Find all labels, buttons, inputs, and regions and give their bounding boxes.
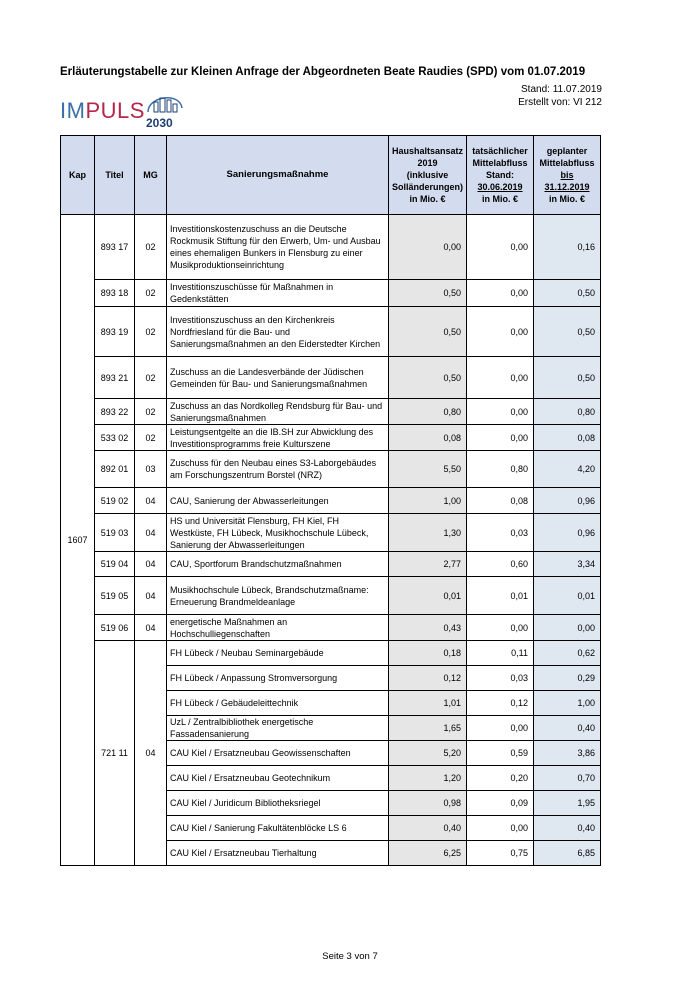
- col-header-massnahme: Sanierungsmaßnahme: [167, 136, 389, 215]
- massnahme-cell: Investitionszuschüsse für Maßnahmen in Gedenkstätten: [167, 280, 389, 307]
- massnahme-cell: FH Lübeck / Neubau Seminargebäude: [167, 641, 389, 666]
- table-row: [61, 641, 601, 666]
- massnahme-cell: CAU Kiel / Ersatzneubau Geowissenschaften: [167, 741, 389, 766]
- table-row: [61, 451, 601, 488]
- massnahme-cell: Zuschuss für den Neubau eines S3-Laborgebäudes am Forschungszentrum Borstel (NRZ): [167, 451, 389, 488]
- soll-cell: 2,77: [389, 552, 467, 577]
- soll-cell: 5,20: [389, 741, 467, 766]
- mg-cell: 03: [135, 451, 167, 488]
- plan-cell: 0,40: [534, 716, 601, 741]
- table-row: [61, 615, 601, 641]
- stand-date: Stand: 11.07.2019: [521, 84, 602, 95]
- ist-cell: 0,00: [467, 280, 534, 307]
- titel-cell: 519 02: [95, 488, 135, 514]
- titel-cell: 893 18: [95, 280, 135, 307]
- ist-cell: 0,00: [467, 816, 534, 841]
- massnahme-cell: FH Lübeck / Gebäudeleittechnik: [167, 691, 389, 716]
- titel-cell: 893 21: [95, 357, 135, 399]
- soll-cell: 0,18: [389, 641, 467, 666]
- kap-cell: 1607: [61, 215, 95, 866]
- soll-cell: 0,01: [389, 577, 467, 615]
- massnahme-cell: CAU, Sanierung der Abwasserleitungen: [167, 488, 389, 514]
- soll-cell: 1,01: [389, 691, 467, 716]
- ist-cell: 0,00: [467, 357, 534, 399]
- titel-cell: 533 02: [95, 425, 135, 451]
- plan-cell: 0,96: [534, 488, 601, 514]
- col-header-soll: Haushaltsansatz 2019 (inklusive Solländerungen) in Mio. €: [389, 136, 467, 215]
- mg-cell: 02: [135, 280, 167, 307]
- mg-cell: 04: [135, 641, 167, 866]
- table-row: [61, 577, 601, 615]
- page-number: Seite 3 von 7: [322, 951, 378, 962]
- plan-cell: 0,01: [534, 577, 601, 615]
- mg-cell: 02: [135, 357, 167, 399]
- soll-cell: 0,12: [389, 666, 467, 691]
- table-row: [61, 488, 601, 514]
- soll-cell: 0,08: [389, 425, 467, 451]
- soll-cell: 0,50: [389, 280, 467, 307]
- massnahme-cell: Leistungsentgelte an die IB.SH zur Abwicklung des Investitionsprogramms freie Kulturszene: [167, 425, 389, 451]
- soll-cell: 5,50: [389, 451, 467, 488]
- titel-cell: 893 22: [95, 399, 135, 425]
- titel-cell: 519 03: [95, 514, 135, 552]
- document-title: Erläuterungstabelle zur Kleinen Anfrage der Abgeordneten Beate Raudies (SPD) vom 01.07.2019: [60, 66, 586, 78]
- mg-cell: 02: [135, 425, 167, 451]
- massnahme-cell: FH Lübeck / Anpassung Stromversorgung: [167, 666, 389, 691]
- massnahme-cell: Investitionszuschuss an den Kirchenkreis Nordfriesland für die Bau- und Sanierungsmaßnahmen an den Eiderstedter Kirchen: [167, 307, 389, 357]
- ist-cell: 0,09: [467, 791, 534, 816]
- ist-cell: 0,00: [467, 307, 534, 357]
- massnahme-cell: Zuschuss an das Nordkolleg Rendsburg für Bau- und Sanierungsmaßnahmen: [167, 399, 389, 425]
- logo-wordmark: IMPULS: [60, 98, 145, 123]
- ist-cell: 0,60: [467, 552, 534, 577]
- soll-cell: 1,00: [389, 488, 467, 514]
- massnahme-cell: Zuschuss an die Landesverbände der Jüdischen Gemeinden für Bau- und Sanierungsmaßnahmen: [167, 357, 389, 399]
- plan-cell: 4,20: [534, 451, 601, 488]
- titel-cell: 893 17: [95, 215, 135, 280]
- soll-cell: 0,43: [389, 615, 467, 641]
- plan-cell: 0,62: [534, 641, 601, 666]
- mg-cell: 04: [135, 615, 167, 641]
- massnahme-cell: CAU Kiel / Juridicum Bibliotheksriegel: [167, 791, 389, 816]
- plan-cell: 3,86: [534, 741, 601, 766]
- plan-cell: 0,50: [534, 280, 601, 307]
- massnahme-cell: CAU Kiel / Ersatzneubau Geotechnikum: [167, 766, 389, 791]
- table-row: [61, 357, 601, 399]
- table-row: [61, 552, 601, 577]
- soll-cell: 0,00: [389, 215, 467, 280]
- col-header-mg: MG: [135, 136, 167, 215]
- massnahme-cell: HS und Universität Flensburg, FH Kiel, FH Westküste, FH Lübeck, Musikhochschule Lübeck, Sanierung der Abwasserleitungen: [167, 514, 389, 552]
- massnahme-cell: CAU Kiel / Ersatzneubau Tierhaltung: [167, 841, 389, 866]
- titel-cell: 893 19: [95, 307, 135, 357]
- impuls-2030-logo: [60, 88, 185, 128]
- soll-cell: 1,65: [389, 716, 467, 741]
- sanierung-table: [60, 135, 601, 866]
- ist-cell: 0,00: [467, 399, 534, 425]
- ist-cell: 0,75: [467, 841, 534, 866]
- titel-cell: 721 11: [95, 641, 135, 866]
- table-row: [61, 215, 601, 280]
- ist-cell: 0,08: [467, 488, 534, 514]
- table-row: [61, 280, 601, 307]
- soll-cell: 1,30: [389, 514, 467, 552]
- plan-cell: 0,40: [534, 816, 601, 841]
- ist-cell: 0,59: [467, 741, 534, 766]
- created-by: Erstellt von: VI 212: [518, 97, 602, 108]
- plan-cell: 0,50: [534, 357, 601, 399]
- ist-cell: 0,11: [467, 641, 534, 666]
- plan-cell: 0,70: [534, 766, 601, 791]
- ist-cell: 0,00: [467, 615, 534, 641]
- soll-cell: 6,25: [389, 841, 467, 866]
- plan-cell: 0,29: [534, 666, 601, 691]
- soll-cell: 0,40: [389, 816, 467, 841]
- mg-cell: 04: [135, 514, 167, 552]
- plan-cell: 3,34: [534, 552, 601, 577]
- massnahme-cell: Musikhochschule Lübeck, Brandschutzmaßname: Erneuerung Brandmeldeanlage: [167, 577, 389, 615]
- ist-cell: 0,01: [467, 577, 534, 615]
- soll-cell: 0,98: [389, 791, 467, 816]
- mg-cell: 04: [135, 552, 167, 577]
- massnahme-cell: UzL / Zentralbibliothek energetische Fassadensanierung: [167, 716, 389, 741]
- ist-cell: 0,00: [467, 716, 534, 741]
- mg-cell: 04: [135, 577, 167, 615]
- soll-cell: 0,50: [389, 307, 467, 357]
- col-header-plan: geplanter Mittelabfluss bis 31.12.2019 in Mio. €: [534, 136, 601, 215]
- col-header-kap: Kap: [61, 136, 95, 215]
- ist-cell: 0,03: [467, 666, 534, 691]
- ist-cell: 0,12: [467, 691, 534, 716]
- titel-cell: 519 06: [95, 615, 135, 641]
- plan-cell: 6,85: [534, 841, 601, 866]
- plan-cell: 0,96: [534, 514, 601, 552]
- mg-cell: 04: [135, 488, 167, 514]
- massnahme-cell: CAU Kiel / Sanierung Fakultätenblöcke LS 6: [167, 816, 389, 841]
- mg-cell: 02: [135, 399, 167, 425]
- col-header-ist: tatsächlicher Mittelabfluss Stand: 30.06.2019 in Mio. €: [467, 136, 534, 215]
- logo-year: 2030: [146, 116, 173, 130]
- table-row: [61, 514, 601, 552]
- soll-cell: 0,80: [389, 399, 467, 425]
- plan-cell: 1,95: [534, 791, 601, 816]
- plan-cell: 0,50: [534, 307, 601, 357]
- ist-cell: 0,00: [467, 215, 534, 280]
- table-row: [61, 399, 601, 425]
- titel-cell: 519 04: [95, 552, 135, 577]
- plan-cell: 0,00: [534, 615, 601, 641]
- massnahme-cell: energetische Maßnahmen an Hochschulliegenschaften: [167, 615, 389, 641]
- ist-cell: 0,03: [467, 514, 534, 552]
- titel-cell: 892 01: [95, 451, 135, 488]
- mg-cell: 02: [135, 307, 167, 357]
- soll-cell: 1,20: [389, 766, 467, 791]
- massnahme-cell: CAU, Sportforum Brandschutzmaßnahmen: [167, 552, 389, 577]
- ist-cell: 0,20: [467, 766, 534, 791]
- mg-cell: 02: [135, 215, 167, 280]
- table-row: [61, 425, 601, 451]
- table-row: [61, 307, 601, 357]
- soll-cell: 0,50: [389, 357, 467, 399]
- logo-skyline-icon: [144, 88, 184, 116]
- titel-cell: 519 05: [95, 577, 135, 615]
- table-header-row: [61, 136, 601, 215]
- plan-cell: 0,16: [534, 215, 601, 280]
- ist-cell: 0,00: [467, 425, 534, 451]
- massnahme-cell: Investitionskostenzuschuss an die Deutsche Rockmusik Stiftung für den Erwerb, Um- und Ausbau eines ehemaligen Bunkers in Flensburg zu einer Musikproduktionseinrichtung: [167, 215, 389, 280]
- plan-cell: 0,80: [534, 399, 601, 425]
- col-header-titel: Titel: [95, 136, 135, 215]
- plan-cell: 0,08: [534, 425, 601, 451]
- ist-cell: 0,80: [467, 451, 534, 488]
- plan-cell: 1,00: [534, 691, 601, 716]
